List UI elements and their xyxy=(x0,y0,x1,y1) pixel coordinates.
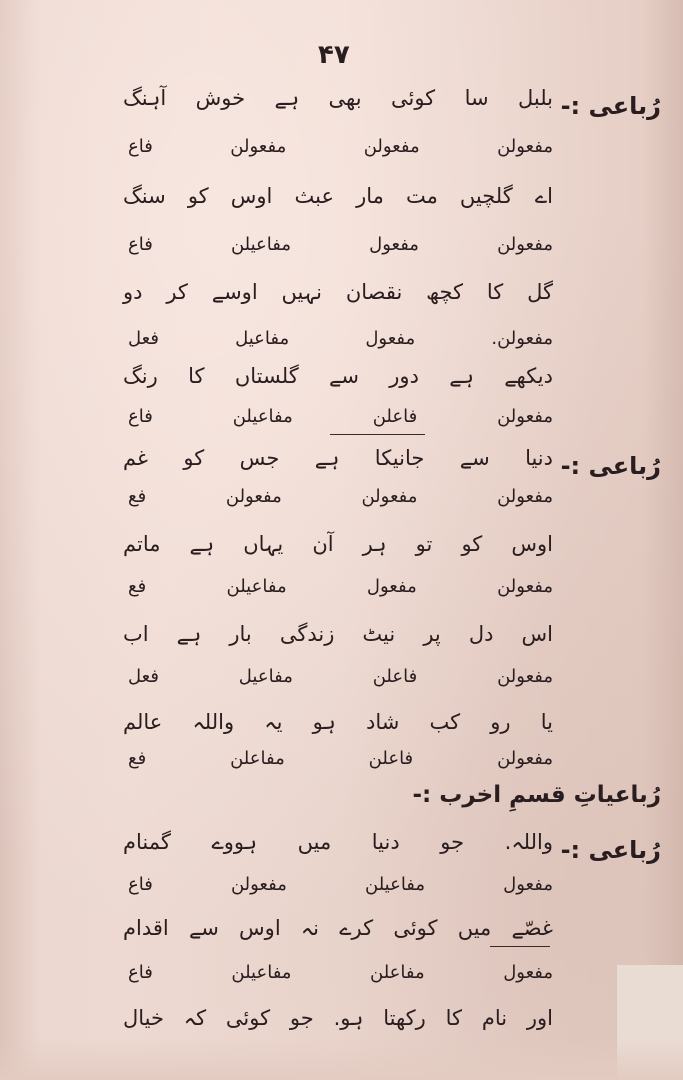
page-number: ۴۷ xyxy=(318,40,350,70)
section1-verse-line-2: اے گلچیں مت مار عبث اوس کو سنگ xyxy=(123,184,553,208)
section3-meter-line-2: مفعول مفاعلن مفاعیلن فاع xyxy=(128,962,553,983)
section1-label: رُباعی :- xyxy=(560,92,661,120)
section3-label: رُباعی :- xyxy=(560,836,661,864)
section2-verse-line-1: دنیا سے جانیکا ہے جس کو غم xyxy=(123,446,553,470)
section3-verse-line-3: اور نام کا رکھتا ہو. جو کوئی کہ خیال xyxy=(123,1006,553,1030)
section1-meter-line-3: مفعولن. مفعول مفاعیل فعل xyxy=(128,328,553,349)
page-edge-shading xyxy=(0,1038,683,1080)
word-underline xyxy=(490,946,550,947)
section3-verse-line-1: واللہ. جو دنیا میں ہووے گمنام xyxy=(123,830,553,854)
section-heading: رُباعیاتِ قسمِ اخرب :- xyxy=(412,782,661,808)
meter-underline xyxy=(330,434,425,435)
section2-label: رُباعی :- xyxy=(560,452,661,480)
section1-meter-line-1: مفعولن مفعولن مفعولن فاع xyxy=(128,136,553,157)
section3-verse-line-2: غصّے میں کوئی کرے نہ اوس سے اقدام xyxy=(123,916,553,940)
section2-meter-line-3: مفعولن فاعلن مفاعیل فعل xyxy=(128,666,553,687)
section2-meter-line-4: مفعولن فاعلن مفاعلن فع xyxy=(128,748,553,769)
section2-verse-line-2: اوس کو تو ہر آن یہاں ہے ماتم xyxy=(123,532,553,556)
section1-meter-line-2: مفعولن مفعول مفاعیلن فاع xyxy=(128,234,553,255)
section2-meter-line-2: مفعولن مفعول مفاعیلن فع xyxy=(128,576,553,597)
section1-verse-line-1: بلبل سا کوئی بھی ہے خوش آہنگ xyxy=(123,86,553,110)
section3-meter-line-1: مفعول مفاعیلن مفعولن فاع xyxy=(128,874,553,895)
section1-verse-line-3: گل کا کچھ نقصان نہیں اوسے کر دو xyxy=(123,280,553,304)
section2-meter-line-1: مفعولن مفعولن مفعولن فع xyxy=(128,486,553,507)
section2-verse-line-4: یا رو کب شاد ہو یہ واللہ عالم xyxy=(123,710,553,734)
section1-meter-line-4: مفعولن فاعلن مفاعیلن فاع xyxy=(128,406,553,427)
section1-verse-line-4: دیکھے ہے دور سے گلستاں کا رنگ xyxy=(123,364,553,388)
section2-verse-line-3: اس دل پر نیٹ زندگی بار ہے اب xyxy=(123,622,553,646)
